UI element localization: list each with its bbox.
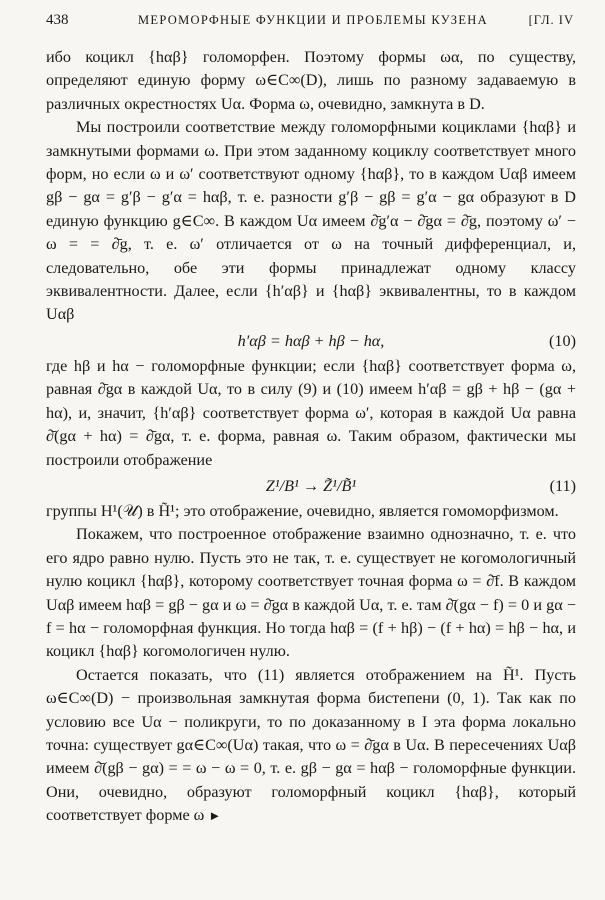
end-of-proof-icon: ►: [208, 808, 222, 824]
running-title: МЕРОМОРФНЫЕ ФУНКЦИИ И ПРОБЛЕМЫ КУЗЕНА: [138, 13, 488, 27]
formula-11-expression: Z¹/B¹ → Z̃¹/B̃¹: [265, 476, 357, 495]
paragraph-5: Покажем, что построенное отображение взаимно однозначно, т. е. что его ядро равно нулю. Пусть это не так, т. е. существует не когомологичный нулю коцикл {hαβ}, которому соответствует точная форма ω = ∂̄f. В каждом Uαβ имеем hαβ = gβ − gα и ω = ∂̄gα в каждой Uα, т. е. там ∂̄(gα − f) = 0 и gα − f = hα − голоморфная функция. Но тогда hαβ = (f + hβ) − (f + hα) = hβ − hα, и коцикл {hαβ} когомологичен нулю.: [46, 525, 576, 661]
formula-11-number: (11): [549, 476, 576, 495]
paragraph-3: где hβ и hα − голоморфные функции; если {hαβ} соответствует форма ω, равная ∂̄gα в каждой Uα, то в силу (9) и (10) имеем h′αβ = gβ + hβ − (gα + hα), и, значит, {h′αβ} соответствует форма ω′, которая в каждой Uα равна ∂̄(gα + hα) = ∂̄gα, т. е. форма, равная ω. Таким образом, фактически мы построили отображение: [46, 356, 576, 469]
formula-10: [46, 327, 576, 355]
paragraph-1: ибо коцикл {hαβ} голоморфен. Поэтому формы ωα, по существу, определяют единую форму ω∈C∞(D), лишь по разному задаваемую в различных окрестностях Uα. Форма ω, очевидно, замкнута в D.: [46, 48, 576, 113]
formula-10-number: (10): [549, 331, 576, 350]
running-header: [46, 12, 574, 36]
paragraph-6-text: Остается показать, что (11) является отображением на H̃¹. Пусть ω∈C∞(D) − произвольная замкнутая форма бистепени (0, 1). Так как по условию все Uα − поликруги, то по доказанному в I эта форма локально точна: существует gα∈C∞(Uα) такая, что ω = ∂̄gα в Uα. В пересечениях Uαβ имеем ∂̄(gβ − gα) = = ω − ω = 0, т. е. gβ − gα = hαβ − голоморфные функции. Они, очевидно, образуют голоморфный коцикл {hαβ}, который соответствует форме ω: [46, 665, 576, 825]
page-number: 438: [46, 12, 69, 28]
paragraph-6: [46, 664, 576, 828]
paragraph-2: Мы построили соответствие между голоморфными коциклами {hαβ} и замкнутыми формами ω. При этом заданному коциклу соответствует много форм, но если ω и ω′ соответствуют одному {hαβ}, то в каждом Uαβ имеем gβ − gα = g′β − g′α = hαβ, т. е. разности g′β − gβ = g′α − gα образуют в D единую функцию g∈C∞. В каждом Uα имеем ∂̄g′α − ∂̄gα = ∂̄g, поэтому ω′ − ω = = ∂̄g, т. е. ω′ отличается от ω на точный дифференциал, и, следовательно, обе эти формы принадлежат одному классу эквивалентности. Далее, если {h′αβ} и {hαβ} эквивалентны, то в каждом Uαβ: [46, 118, 576, 324]
page-body: [46, 46, 576, 828]
paragraph-4: группы H¹(𝒰) в H̃¹; это отображение, очевидно, является гомоморфизмом.: [46, 501, 559, 520]
chapter-marker: [ГЛ. IV: [528, 13, 574, 27]
formula-11: [46, 472, 576, 500]
formula-10-expression: h′αβ = hαβ + hβ − hα,: [237, 331, 385, 350]
